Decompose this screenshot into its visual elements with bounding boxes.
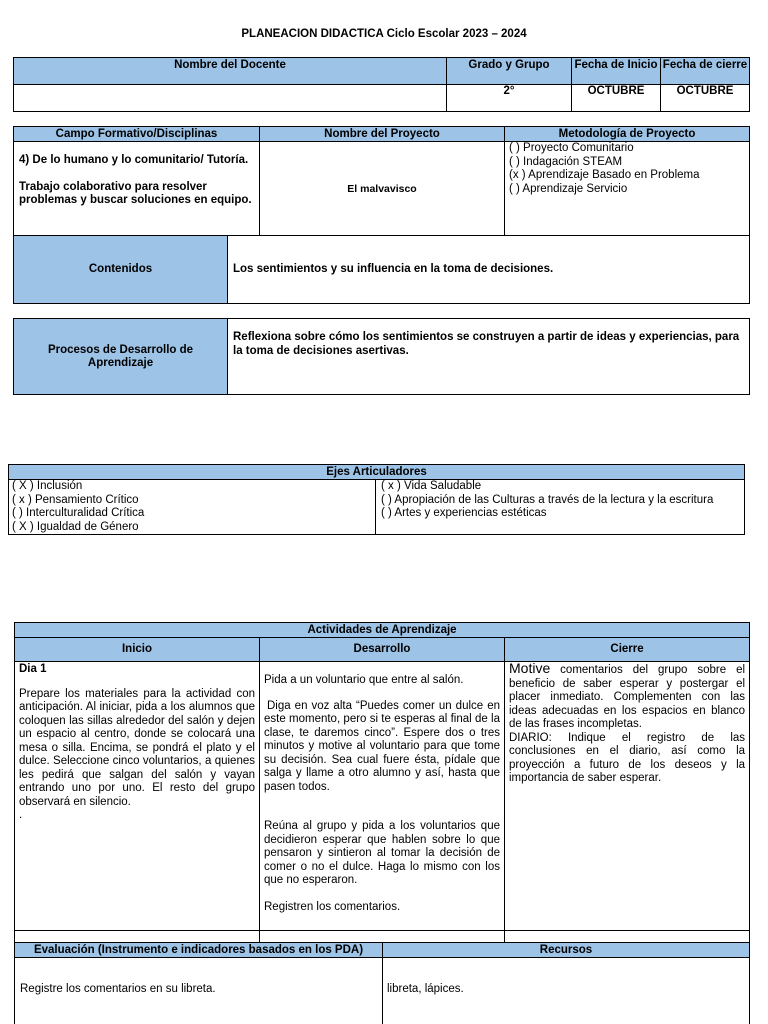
info-table (13, 57, 750, 112)
metodologia-option[interactable]: ( ) Proyecto Comunitario (509, 142, 634, 154)
pda-table (13, 318, 750, 395)
page-title: PLANEACION DIDACTICA Ciclo Escolar 2023 – 2024 (241, 28, 527, 40)
fecha-cierre-value[interactable]: OCTUBRE (661, 85, 750, 112)
ejes-header: Ejes Articuladores (9, 465, 745, 480)
desarrollo-p2: Diga en voz alta “Puedes comer un dulce en este momento, pero si te esperas al final de la clase, te daremos cinco”. Espere dos o tres minutos y motive al voluntario para que tome su decisión. Sea cual fuere ésta, pídale que salga y llame a otro alumno y así, hasta que pasen todos. (264, 699, 500, 793)
ejes-table (8, 464, 745, 535)
evaluacion-text: Registre los comentarios en su libreta. (15, 958, 383, 1024)
header-fecha-inicio: Fecha de Inicio (572, 58, 661, 85)
desarrollo-p3: Reúna al grupo y pida a los voluntarios que decidieron esperar que hablen sobre lo que pensaron y sintieron al tomar la decisión de comer o no el dulce. Haga lo mismo con los que no esperaron. (264, 820, 500, 886)
eje-option[interactable]: ( ) Interculturalidad Crítica (12, 507, 145, 519)
campo-line-2: Trabajo colaborativo para resolver problemas y buscar soluciones en equipo. (19, 180, 252, 206)
campo-line-1: 4) De lo humano y lo comunitario/ Tutoría. (19, 154, 249, 166)
docente-value[interactable] (14, 85, 447, 112)
header-fecha-cierre: Fecha de cierre (661, 58, 750, 85)
ejes-right (376, 480, 745, 535)
desarrollo-header: Desarrollo (260, 638, 505, 662)
contenidos-label: Contenidos (14, 236, 228, 304)
desarrollo-p1: Pida a un voluntario que entre al salón. (264, 674, 464, 686)
eje-option[interactable]: ( x ) Pensamiento Crítico (12, 493, 139, 506)
cierre-p1: Motive comentarios del grupo sobre el beneficio de saber esperar y postergar el placer inmediato. Complementen con las ideas adecuadas en los espacios en blanco de las frases incompletas. (509, 660, 746, 730)
pda-text: Reflexiona sobre cómo los sentimientos se construyen a partir de ideas y experiencias, para la toma de decisiones asertivas. (228, 319, 750, 395)
header-grado: Grado y Grupo (447, 58, 572, 85)
eje-option[interactable]: ( ) Apropiación de las Culturas a través de la lectura y la escritura (381, 493, 714, 506)
inicio-text: Prepare los materiales para la actividad con anticipación. Al iniciar, pida a los alumnos que coloquen las sillas alrededor del salón y dejen un espacio al centro, donde se colocará una mesa o silla. Encima, se pondrá el plato y el dulce. Seleccione cinco voluntarios, a quienes les pedirá que salgan del salón y vayan entrando uno por uno. El resto del grupo observará en silencio. (19, 687, 255, 808)
inicio-day: Dia 1 (19, 663, 47, 675)
desarrollo-p4: Registren los comentarios. (264, 900, 401, 913)
desarrollo-cell (260, 662, 505, 931)
recursos-text: libreta, lápices. (383, 958, 750, 1024)
pda-label: Procesos de Desarrollo de Aprendizaje (14, 319, 228, 395)
inicio-cell (15, 662, 260, 931)
grado-value[interactable]: 2° (447, 85, 572, 112)
inicio-header: Inicio (15, 638, 260, 662)
evaluacion-header: Evaluación (Instrumento e indicadores basados en los PDA) (15, 943, 383, 958)
evaluacion-table (14, 942, 750, 1024)
header-nombre-proyecto: Nombre del Proyecto (260, 127, 505, 142)
recursos-header: Recursos (383, 943, 750, 958)
fecha-inicio-value[interactable]: OCTUBRE (572, 85, 661, 112)
metodologia-option[interactable]: ( ) Indagación STEAM (509, 155, 623, 168)
cierre-p2: DIARIO: Indique el registro de las conclusiones en el diario, así como la proyección a futuro de los deseos y la importancia de saber esperar. (509, 731, 746, 784)
header-metodologia: Metodología de Proyecto (505, 127, 750, 142)
cierre-header: Cierre (505, 638, 750, 662)
nombre-proyecto-cell: El malvavisco (260, 142, 505, 236)
cierre-cell (505, 662, 750, 931)
metodologia-cell (505, 142, 750, 236)
actividades-header: Actividades de Aprendizaje (15, 623, 750, 638)
metodologia-option[interactable]: (x ) Aprendizaje Basado en Problema (509, 169, 700, 181)
actividades-table (14, 622, 750, 944)
header-campo-formativo: Campo Formativo/Disciplinas (14, 127, 260, 142)
eje-option[interactable]: ( ) Artes y experiencias estéticas (381, 507, 547, 519)
eje-option[interactable]: ( X ) Inclusión (12, 480, 83, 492)
project-table (13, 126, 750, 236)
contenidos-table (13, 235, 750, 304)
campo-formativo-cell (14, 142, 260, 236)
eje-option[interactable]: ( X ) Igualdad de Género (12, 520, 139, 533)
contenidos-text: Los sentimientos y su influencia en la toma de decisiones. (228, 236, 750, 304)
header-docente: Nombre del Docente (14, 58, 447, 85)
inicio-dot: . (19, 809, 23, 821)
metodologia-option[interactable]: ( ) Aprendizaje Servicio (509, 182, 628, 195)
eje-option[interactable]: ( x ) Vida Saludable (381, 480, 482, 492)
ejes-left (9, 480, 376, 535)
